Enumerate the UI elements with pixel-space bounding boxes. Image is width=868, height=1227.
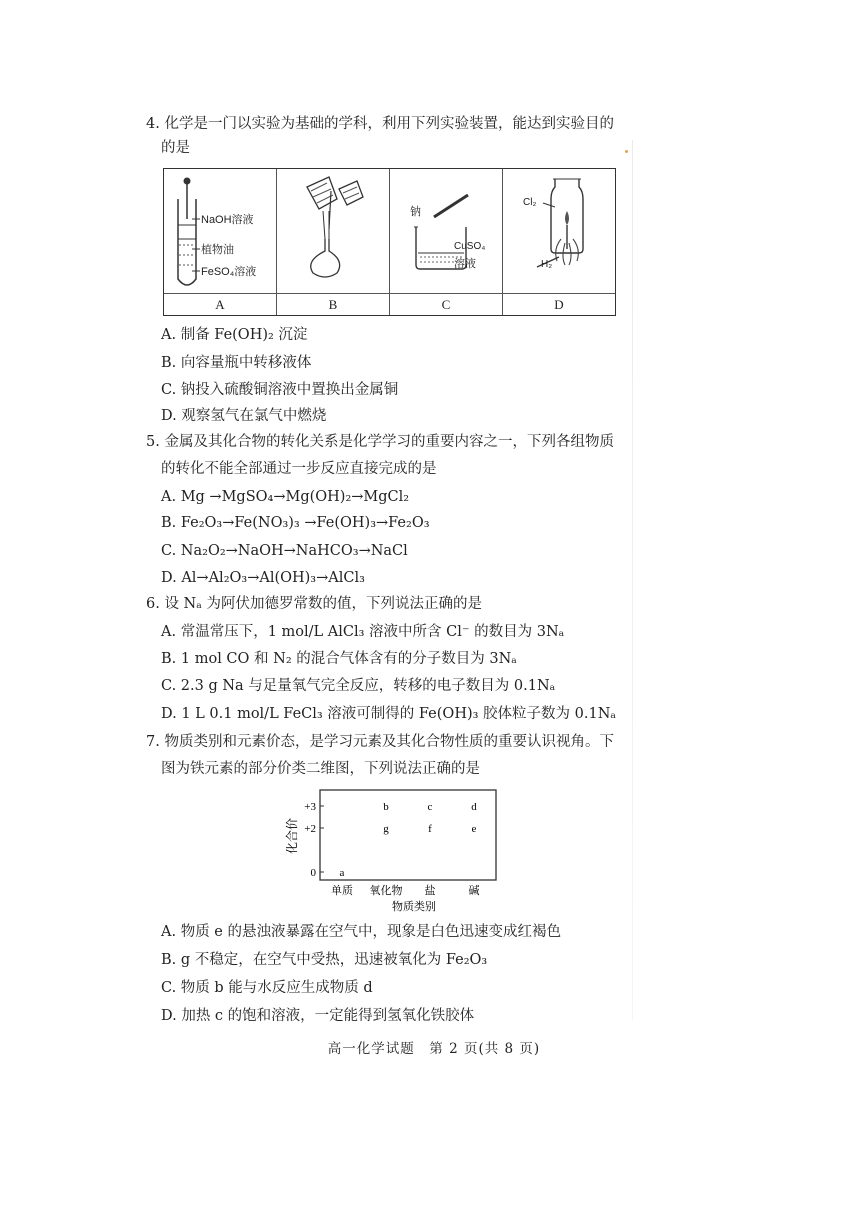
label-sodium: 钠 <box>410 205 421 218</box>
plot-frame <box>320 790 496 880</box>
q4-option-a: A. 制备 Fe(OH)₂ 沉淀 <box>161 327 308 343</box>
point-label-b: b <box>383 801 389 813</box>
y-tick-label: +2 <box>304 823 316 835</box>
gas-jar-flame-icon <box>503 169 615 293</box>
volumetric-flask-icon <box>277 169 390 293</box>
q5-option-d: D. Al→Al₂O₃→Al(OH)₃→AlCl₃ <box>161 570 365 586</box>
x-category-label: 氧化物 <box>369 884 403 897</box>
iron-valence-chart <box>268 782 508 917</box>
scan-edge <box>632 140 633 1020</box>
q5-option-b: B. Fe₂O₃→Fe(NO₃)₃ →Fe(OH)₃→Fe₂O₃ <box>161 515 430 531</box>
label-cuso4: CuSO₄ <box>454 241 486 252</box>
q4-option-c: C. 钠投入硫酸铜溶液中置换出金属铜 <box>161 382 399 398</box>
label-h2: H₂ <box>541 259 553 270</box>
q6-stem: 6. 设 Nₐ 为阿伏加德罗常数的值，下列说法正确的是 <box>146 596 482 612</box>
cell-label-b: B <box>328 297 338 312</box>
chart-svg <box>268 782 508 917</box>
q4-stem-line1: 4. 化学是一门以实验为基础的学科，利用下列实验装置，能达到实验目的 <box>146 116 614 132</box>
q6-option-b: B. 1 mol CO 和 N₂ 的混合气体含有的分子数目为 3Nₐ <box>161 651 517 667</box>
y-tick-label: 0 <box>310 867 316 879</box>
q5-stem-line2: 的转化不能全部通过一步反应直接完成的是 <box>161 461 437 477</box>
point-label-d: d <box>471 801 477 813</box>
apparatus-cell-c <box>390 169 503 315</box>
label-feso4: FeSO₄溶液 <box>201 266 257 278</box>
label-cl2: Cl₂ <box>523 197 537 208</box>
q6-option-c: C. 2.3 g Na 与足量氧气完全反应，转移的电子数目为 0.1Nₐ <box>161 678 556 694</box>
point-label-f: f <box>428 823 432 835</box>
q5-option-a: A. Mg →MgSO₄→Mg(OH)₂→MgCl₂ <box>161 489 410 505</box>
q5-option-c: C. Na₂O₂→NaOH→NaHCO₃→NaCl <box>161 543 408 559</box>
cell-label-c: C <box>441 297 451 312</box>
q7-stem-line2: 图为铁元素的部分价类二维图，下列说法正确的是 <box>161 761 480 777</box>
point-label-e: e <box>471 823 477 835</box>
apparatus-cell-a <box>164 169 277 315</box>
page-footer: 高一化学试题 第 2 页(共 8 页) <box>327 1041 541 1057</box>
label-solution: 溶液 <box>454 257 476 270</box>
q6-option-a: A. 常温常压下，1 mol/L AlCl₃ 溶液中所含 Cl⁻ 的数目为 3Nₐ <box>161 624 565 640</box>
label-vegetable-oil: 植物油 <box>201 244 234 256</box>
x-category-label: 碱 <box>468 884 480 897</box>
q7-option-b: B. g 不稳定，在空气中受热，迅速被氧化为 Fe₂O₃ <box>161 952 488 968</box>
point-label-c: c <box>427 801 433 813</box>
y-axis-label: 化合价 <box>285 817 299 855</box>
x-category-label: 单质 <box>331 884 353 897</box>
q4-stem-line2: 的是 <box>161 140 190 156</box>
q5-stem-line1: 5. 金属及其化合物的转化关系是化学学习的重要内容之一，下列各组物质 <box>146 434 614 450</box>
y-tick-label: +3 <box>304 801 316 813</box>
x-category-label: 盐 <box>424 884 436 897</box>
point-label-g: g <box>383 823 389 835</box>
q7-stem-line1: 7. 物质类别和元素价态，是学习元素及其化合物性质的重要认识视角。下 <box>146 734 614 750</box>
cell-label-a: A <box>215 297 225 312</box>
apparatus-cell-b <box>277 169 390 315</box>
q7-option-c: C. 物质 b 能与水反应生成物质 d <box>161 980 373 996</box>
cell-label-d: D <box>554 297 564 312</box>
q4-option-b: B. 向容量瓶中转移液体 <box>161 355 312 371</box>
point-label-a: a <box>339 867 345 879</box>
q7-option-d: D. 加热 c 的饱和溶液，一定能得到氢氧化铁胶体 <box>161 1008 475 1024</box>
beaker-sodium-icon <box>390 169 503 293</box>
apparatus-cell-d <box>503 169 615 315</box>
x-axis-label: 物质类别 <box>392 900 436 913</box>
scan-mark <box>625 150 628 153</box>
apparatus-table <box>163 168 616 316</box>
q6-option-d: D. 1 L 0.1 mol/L FeCl₃ 溶液可制得的 Fe(OH)₃ 胶体粒子数为 0.1Nₐ <box>161 706 616 722</box>
q4-option-d: D. 观察氢气在氯气中燃烧 <box>161 408 327 424</box>
label-naoh: NaOH溶液 <box>201 214 254 226</box>
q7-option-a: A. 物质 e 的悬浊液暴露在空气中，现象是白色迅速变成红褐色 <box>161 924 561 940</box>
